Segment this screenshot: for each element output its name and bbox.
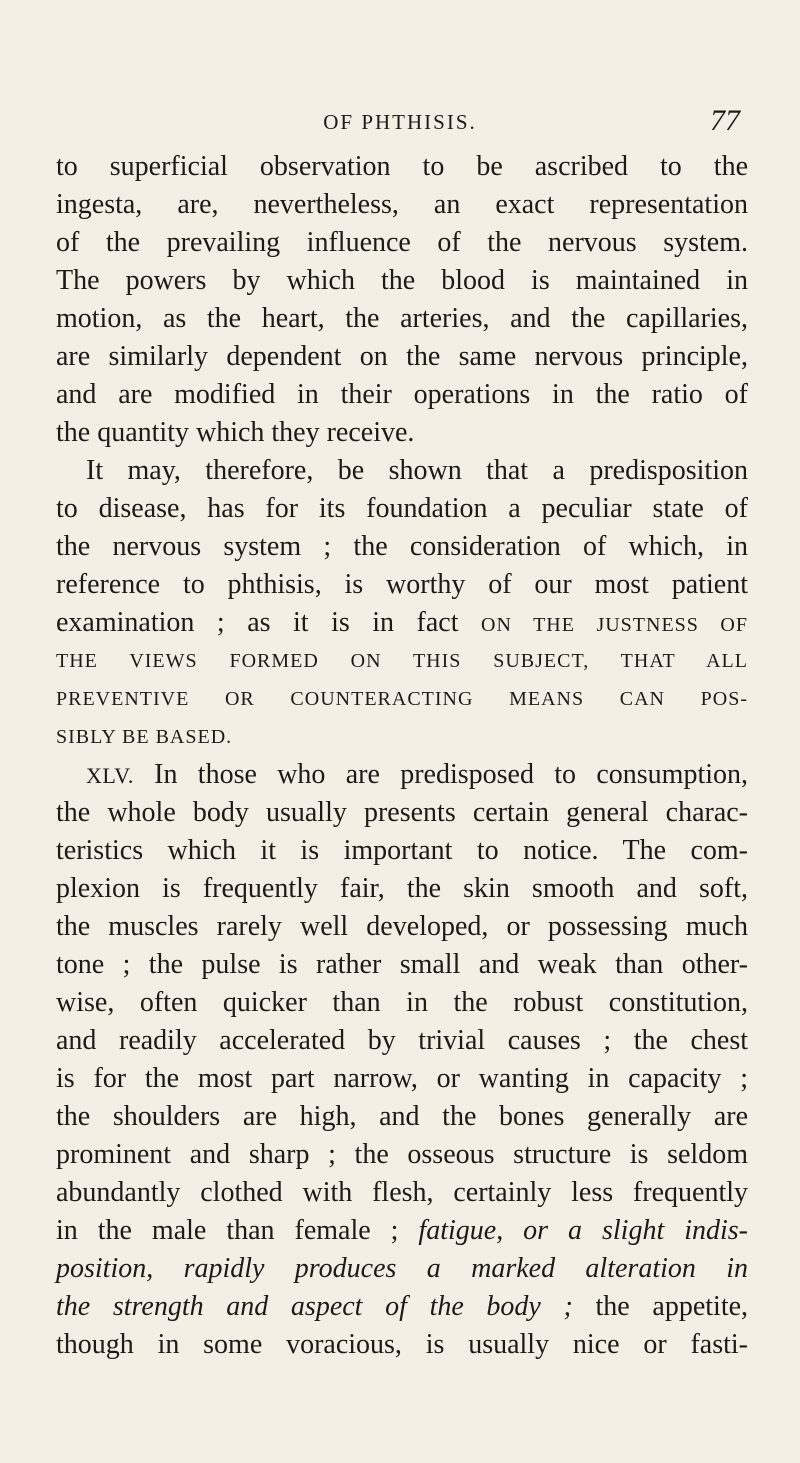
text-line: abundantly clothed with flesh, certainly less frequently xyxy=(56,1177,748,1208)
text-line: teristics which it is important to notice. The com- xyxy=(56,835,748,866)
body-text xyxy=(56,148,748,1364)
text-line: prominent and sharp ; the osseous structure is seldom xyxy=(56,1139,748,1170)
text-line: the nervous system ; the consideration of which, in xyxy=(56,531,748,562)
small-caps-line: PREVENTIVE OR COUNTERACTING MEANS CAN POS- xyxy=(56,688,748,710)
text-line: wise, often quicker than in the robust constitution, xyxy=(56,987,748,1018)
text-line: and readily accelerated by trivial causes ; the chest xyxy=(56,1025,748,1056)
text-line: to disease, has for its foundation a peculiar state of xyxy=(56,493,748,524)
text-line: and are modified in their operations in the ratio of xyxy=(56,379,748,410)
text-run: In those who are predisposed to consumption, xyxy=(154,759,749,790)
text-line xyxy=(56,604,748,642)
text-line: tone ; the pulse is rather small and weak than other- xyxy=(56,949,748,980)
text-line: the whole body usually presents certain general charac- xyxy=(56,797,748,828)
text-run: in the male than female ; xyxy=(56,1215,399,1246)
text-line: of the prevailing influence of the nervous system. xyxy=(56,227,748,258)
small-caps-line: THE VIEWS FORMED ON THIS SUBJECT, THAT ALL xyxy=(56,650,748,672)
text-line: the muscles rarely well developed, or possessing much xyxy=(56,911,748,942)
text-line xyxy=(56,1288,748,1326)
text-line: the shoulders are high, and the bones generally are xyxy=(56,1101,748,1132)
page-number: 77 xyxy=(710,104,740,137)
section-number: XLV. xyxy=(86,763,134,788)
paragraph-start: It may, therefore, be shown that a predisposition xyxy=(86,455,748,486)
section-start xyxy=(56,756,748,794)
text-line: to superficial observation to be ascribed to the xyxy=(56,151,748,182)
italic-run: position, rapidly produces a marked alteration in xyxy=(56,1253,748,1284)
text-run: the appetite, xyxy=(595,1291,749,1322)
text-run: examination ; as it is in fact xyxy=(56,607,459,638)
page-header xyxy=(0,102,800,142)
running-head: OF PHTHISIS. xyxy=(323,110,477,134)
italic-run: the strength and aspect of the body ; xyxy=(56,1291,573,1322)
text-line xyxy=(56,1212,748,1250)
text-line xyxy=(56,1250,748,1288)
text-line: the quantity which they receive. xyxy=(56,417,415,448)
text-line: though in some voracious, is usually nice or fasti- xyxy=(56,1329,748,1360)
italic-run: fatigue, or a slight indis- xyxy=(418,1215,748,1246)
text-line: ingesta, are, nevertheless, an exact representation xyxy=(56,189,748,220)
text-line: reference to phthisis, is worthy of our most patient xyxy=(56,569,748,600)
small-caps-emphasis: ON THE JUSTNESS OF xyxy=(481,614,748,636)
small-caps-line: SIBLY BE BASED. xyxy=(56,726,233,748)
text-line: plexion is frequently fair, the skin smooth and soft, xyxy=(56,873,748,904)
text-line: is for the most part narrow, or wanting in capacity ; xyxy=(56,1063,748,1094)
text-line: are similarly dependent on the same nervous principle, xyxy=(56,341,748,372)
text-line: The powers by which the blood is maintained in xyxy=(56,265,748,296)
text-line: motion, as the heart, the arteries, and the capillaries, xyxy=(56,303,748,334)
